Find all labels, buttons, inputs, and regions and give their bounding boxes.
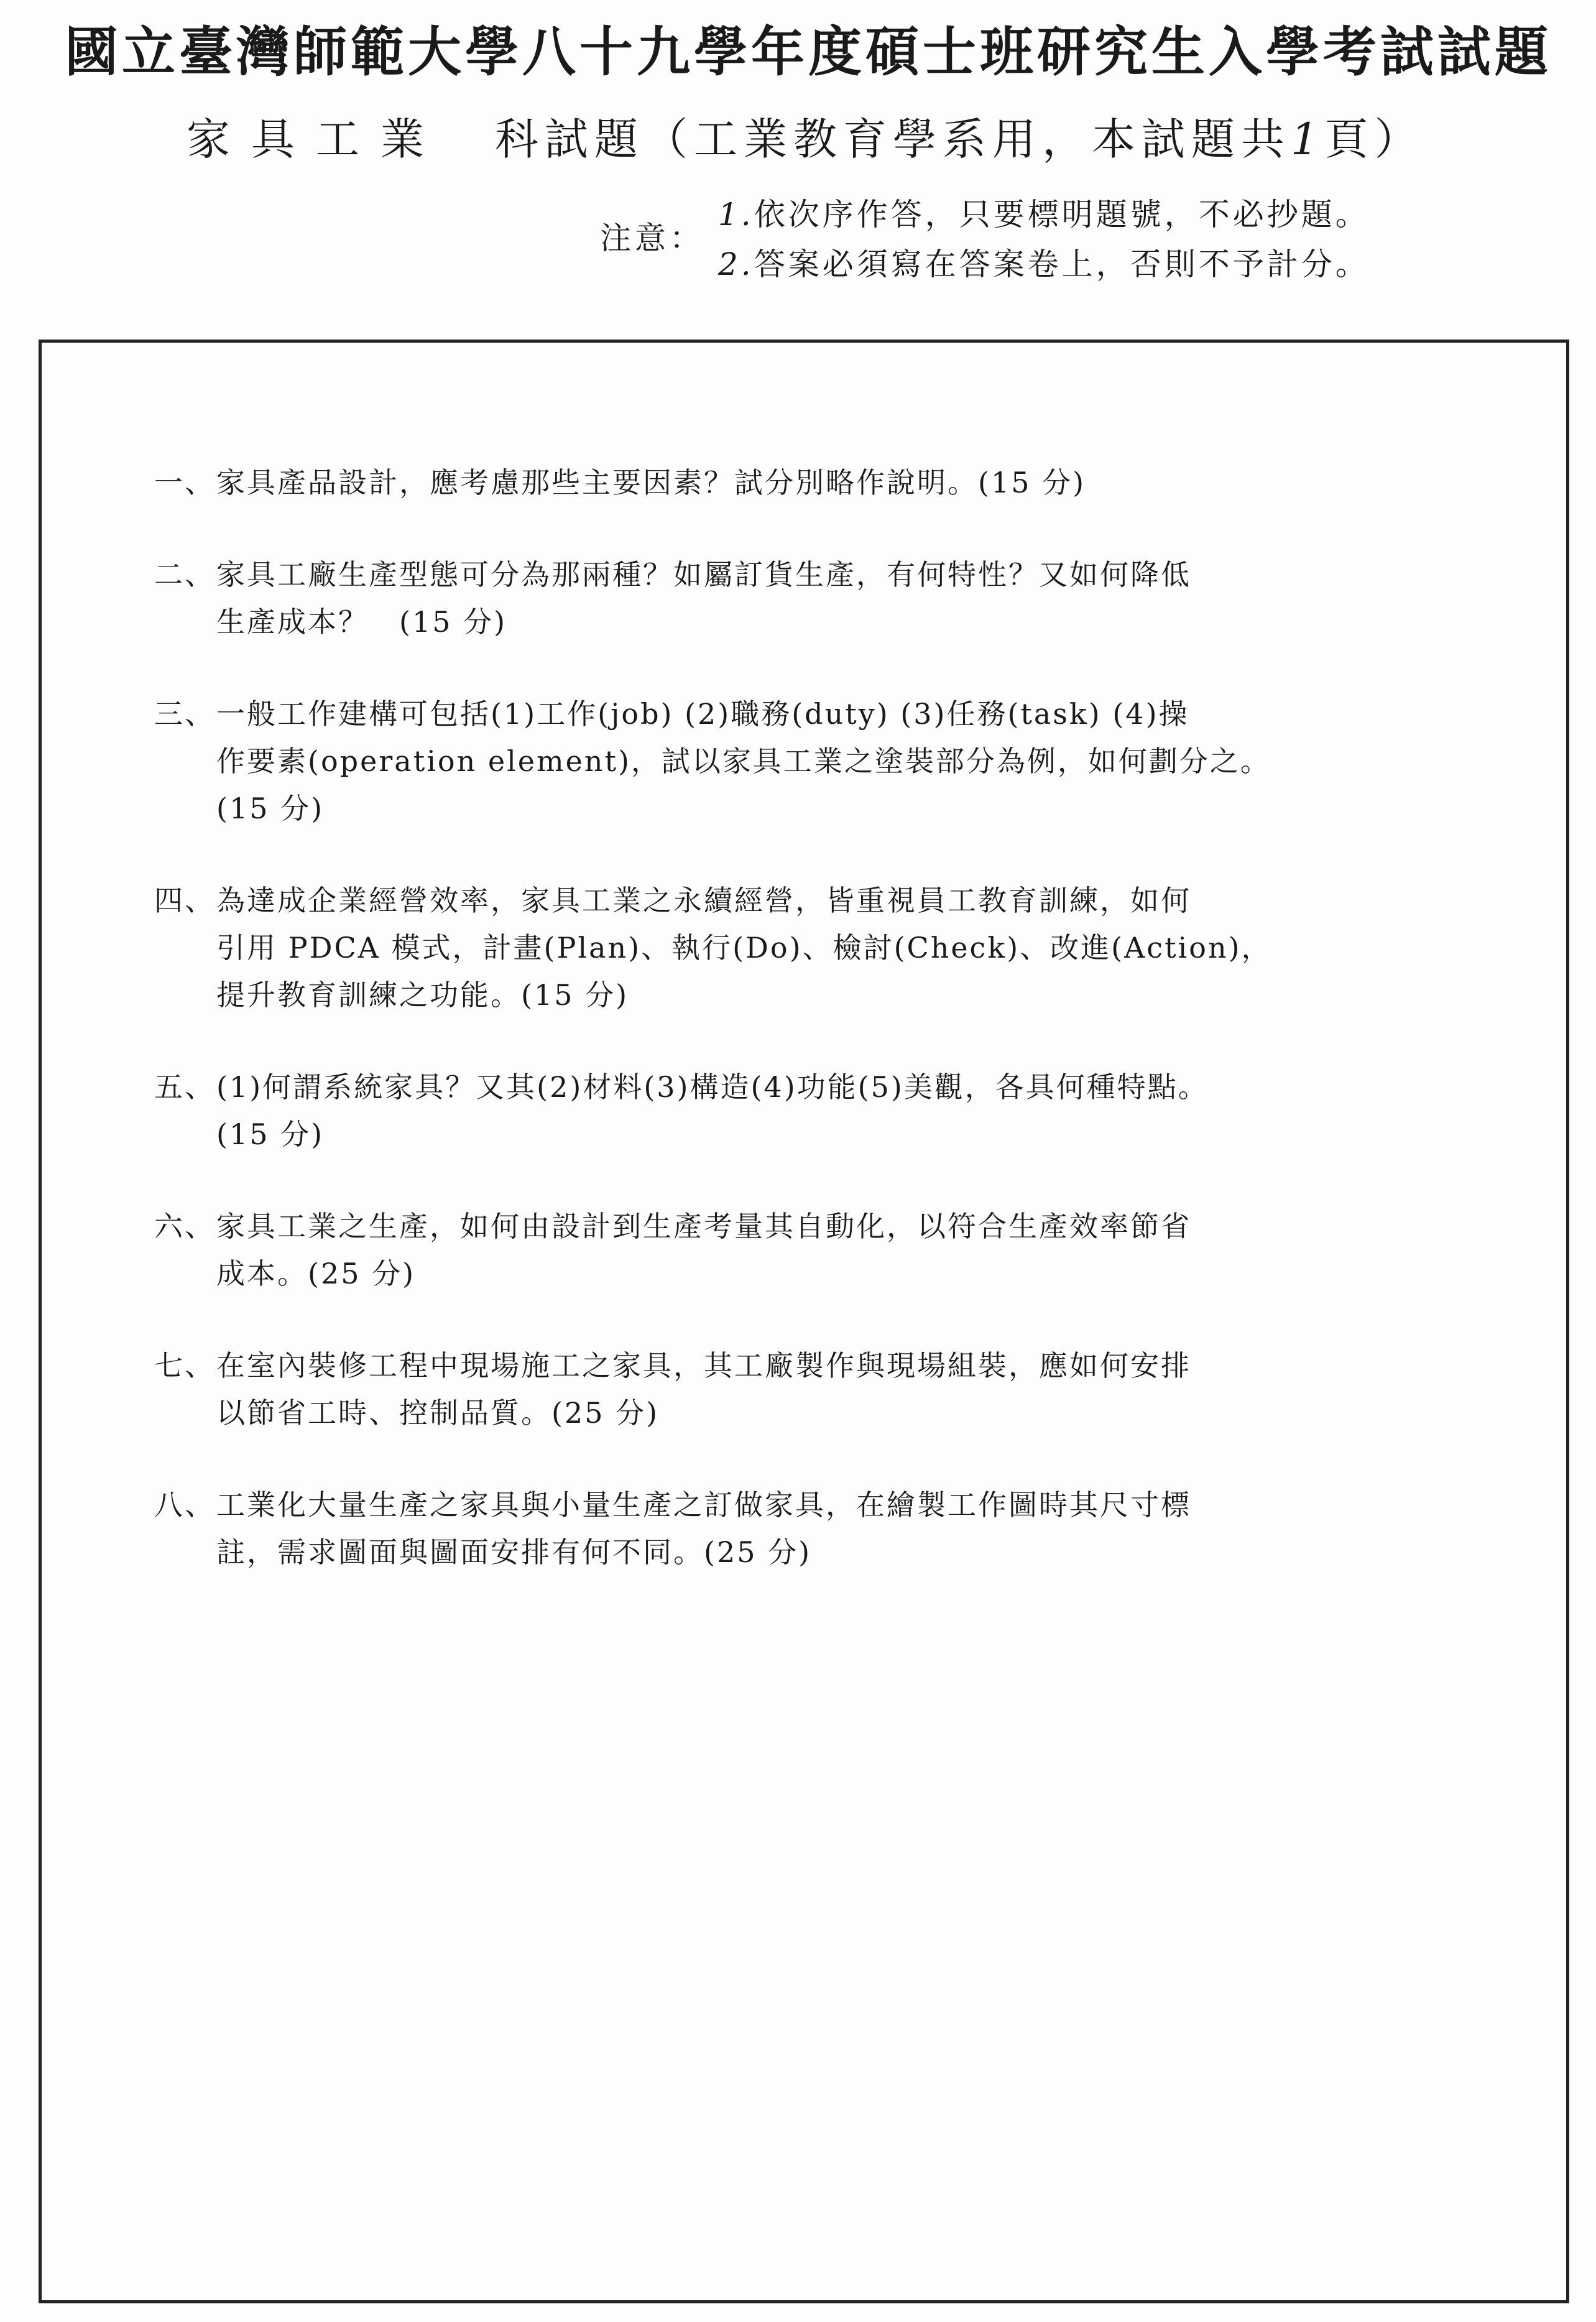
- question-line: 生產成本？ (15 分): [216, 605, 507, 639]
- question-number: 五、: [154, 1070, 215, 1104]
- question-line: 提升教育訓練之功能。(15 分): [216, 978, 629, 1012]
- notice-block: [600, 190, 1483, 283]
- notice-item-number: 1.: [718, 197, 754, 233]
- question-item: [154, 877, 1273, 1019]
- question-line: 一般工作建構可包括(1)工作(job) (2)職務(duty) (3)任務(task) (4)操: [216, 697, 1189, 731]
- question-line: 作要素(operation element)，試以家具工業之塗裝部分為例，如何劃分之。: [216, 744, 1271, 778]
- question-line: 家具工廠生產型態可分為那兩種？如屬訂貨生產，有何特性？又如何降低: [216, 558, 1191, 591]
- question-line: 以節省工時、控制品質。(25 分): [216, 1396, 660, 1430]
- question-text: [216, 690, 1273, 832]
- subject-prefix: 科試題（工業教育學系用，本試題共: [495, 114, 1291, 165]
- exam-title: 國立臺灣師範大學八十九學年度碩士班研究生入學考試試題: [65, 21, 1552, 83]
- question-line: 為達成企業經營效率，家具工業之永續經營，皆重視員工教育訓練，如何: [216, 884, 1191, 917]
- question-number: 三、: [154, 697, 215, 731]
- question-text: [216, 1203, 1273, 1297]
- question-item: [154, 459, 1273, 506]
- question-line: (15 分): [216, 1117, 325, 1151]
- question-text: [216, 1342, 1273, 1436]
- notice-item: [718, 190, 1370, 239]
- question-text: [216, 551, 1273, 645]
- question-line: 引用 PDCA 模式，計畫(Plan)、執行(Do)、檢討(Check)、改進(Action)，: [216, 931, 1272, 964]
- question-line: 註，需求圖面與圖面安排有何不同。(25 分): [216, 1535, 812, 1569]
- question-list: [154, 459, 1273, 1621]
- notice-item-number: 2.: [718, 246, 754, 282]
- question-number: 一、: [154, 466, 215, 499]
- question-text: [216, 1063, 1273, 1158]
- question-line: (15 分): [216, 792, 325, 825]
- question-line: 在室內裝修工程中現場施工之家具，其工廠製作與現場組裝，應如何安排: [216, 1349, 1191, 1382]
- question-line: (1)何謂系統家具？又其(2)材料(3)構造(4)功能(5)美觀，各具何種特點。: [216, 1070, 1209, 1104]
- question-item: [154, 1481, 1273, 1576]
- question-item: [154, 690, 1273, 832]
- question-line: 成本。(25 分): [216, 1257, 416, 1290]
- notice-item-text: 依次序作答，只要標明題號，不必抄題。: [754, 197, 1370, 233]
- question-text: [216, 459, 1273, 506]
- question-item: [154, 551, 1273, 645]
- course-name: 家具工業: [187, 114, 445, 165]
- notice-item: [718, 239, 1370, 289]
- notice-item-text: 答案必須寫在答案卷上，否則不予計分。: [754, 246, 1370, 282]
- subject-suffix: 頁）: [1324, 114, 1424, 165]
- notice-items: [718, 190, 1370, 289]
- question-line: 家具產品設計，應考慮那些主要因素？試分別略作說明。(15 分): [216, 466, 1086, 499]
- question-item: [154, 1342, 1273, 1436]
- exam-subtitle: [187, 104, 1424, 167]
- question-text: [216, 1481, 1273, 1576]
- question-line: 家具工業之生產，如何由設計到生產考量其自動化，以符合生產效率節省: [216, 1210, 1191, 1243]
- notice-label: 注意：: [600, 220, 704, 256]
- question-line: 工業化大量生產之家具與小量生產之訂做家具，在繪製工作圖時其尺寸標: [216, 1488, 1191, 1522]
- question-item: [154, 1203, 1273, 1297]
- question-item: [154, 1063, 1273, 1158]
- question-number: 二、: [154, 558, 215, 591]
- question-number: 七、: [154, 1349, 215, 1382]
- question-number: 四、: [154, 884, 215, 917]
- page-count: 1: [1291, 114, 1325, 165]
- question-number: 八、: [154, 1488, 215, 1522]
- question-text: [216, 877, 1273, 1019]
- question-number: 六、: [154, 1210, 215, 1243]
